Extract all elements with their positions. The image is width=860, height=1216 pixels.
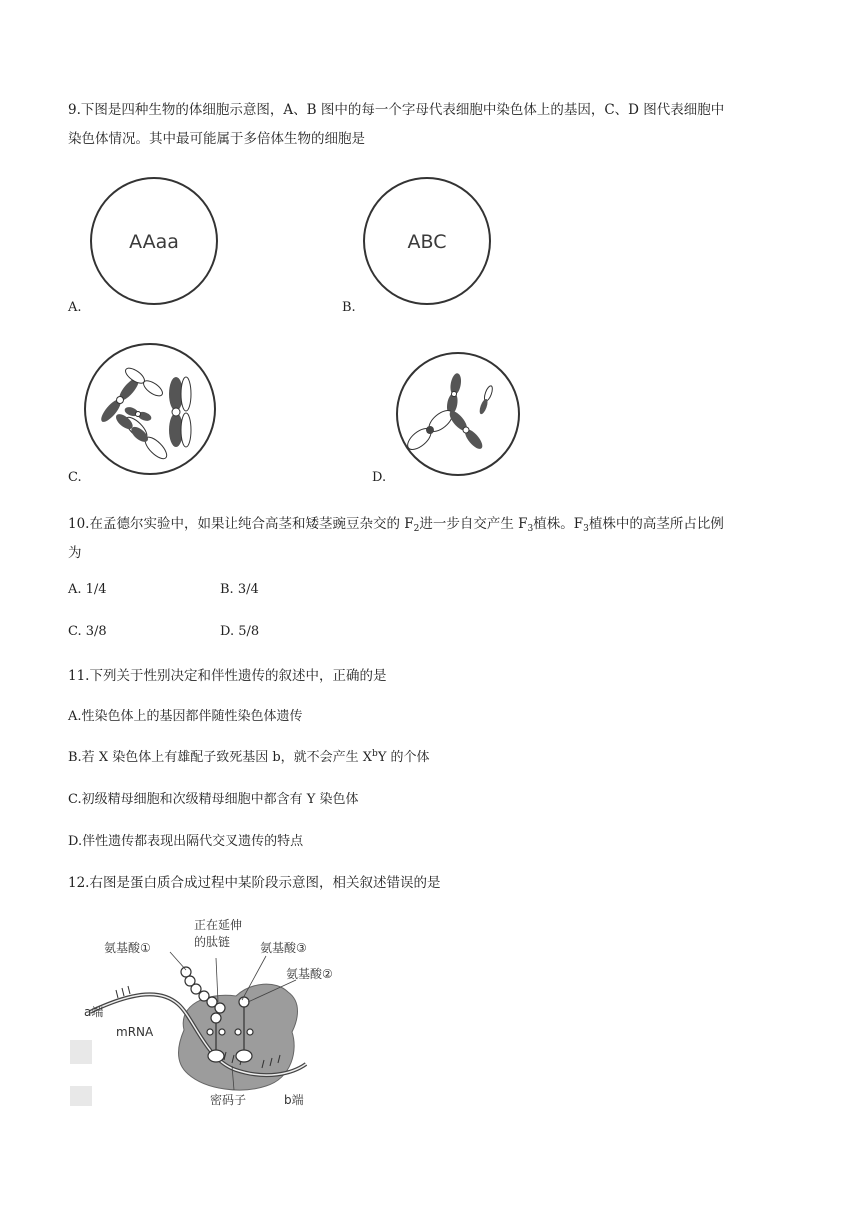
q9-option-b[interactable]: B. — [342, 300, 356, 315]
q11-option-c[interactable]: C.初级精母细胞和次级精母细胞中都含有 Y 染色体 — [68, 792, 359, 807]
cell-c-chromosomes — [98, 365, 191, 462]
cell-d-figure — [394, 350, 522, 478]
label-extending-chain-2: 的肽链 — [194, 935, 231, 949]
q10-option-a[interactable]: A. 1/4 — [68, 582, 107, 597]
label-mrna: mRNA — [116, 1025, 154, 1039]
cell-c-figure — [82, 340, 220, 478]
protein-synthesis-figure — [66, 910, 336, 1110]
q10-option-d[interactable]: D. 5/8 — [220, 624, 260, 639]
q9-stem-line2: 染色体情况。其中最可能属于多倍体生物的细胞是 — [68, 131, 365, 147]
q9-option-d[interactable]: D. — [372, 470, 387, 485]
q9-option-c[interactable]: C. — [68, 470, 82, 485]
q10-stem-line1: 10.在孟德尔实验中，如果让纯合高茎和矮茎豌豆杂交的 $F_2$进一步自交产生 $F_3$植株。$F_3$植株中的高茎所占比例 — [68, 516, 724, 534]
label-extending-chain-1: 正在延伸 — [194, 918, 243, 932]
q10-stem-line2: 为 — [68, 545, 82, 561]
q12-stem: 12.右图是蛋白质合成过程中某阶段示意图，相关叙述错误的是 — [68, 875, 441, 891]
label-b-end: b端 — [284, 1093, 304, 1107]
q11-option-b[interactable]: B.若 X 染色体上有雄配子致死基因 b，就不会产生 $X^bY$ 的个体 — [68, 749, 430, 765]
q9-stem-line1: 9.下图是四种生物的体细胞示意图，A、B 图中的每一个字母代表细胞中染色体上的基因，C、D 图代表细胞中 — [68, 102, 725, 118]
q10-option-c[interactable]: C. 3/8 — [68, 624, 107, 639]
q11-stem: 11.下列关于性别决定和伴性遗传的叙述中，正确的是 — [68, 668, 387, 684]
cell-a-genes: AAaa — [129, 231, 179, 253]
label-a-end: a端 — [84, 1005, 104, 1019]
cell-d-chromosomes — [404, 372, 494, 453]
cell-b-genes: ABC — [407, 231, 447, 253]
label-codon: 密码子 — [210, 1093, 247, 1107]
cell-b-figure — [360, 175, 494, 309]
label-amino-acid-3: 氨基酸③ — [260, 941, 307, 955]
q11-option-a[interactable]: A.性染色体上的基因都伴随性染色体遗传 — [68, 709, 303, 724]
q9-option-a[interactable]: A. — [68, 300, 82, 315]
q11-option-d[interactable]: D.伴性遗传都表现出隔代交叉遗传的特点 — [68, 834, 304, 849]
cell-a-figure — [88, 175, 222, 309]
label-amino-acid-2: 氨基酸② — [286, 967, 333, 981]
q10-option-b[interactable]: B. 3/4 — [220, 582, 259, 597]
label-amino-acid-1: 氨基酸① — [104, 941, 151, 955]
